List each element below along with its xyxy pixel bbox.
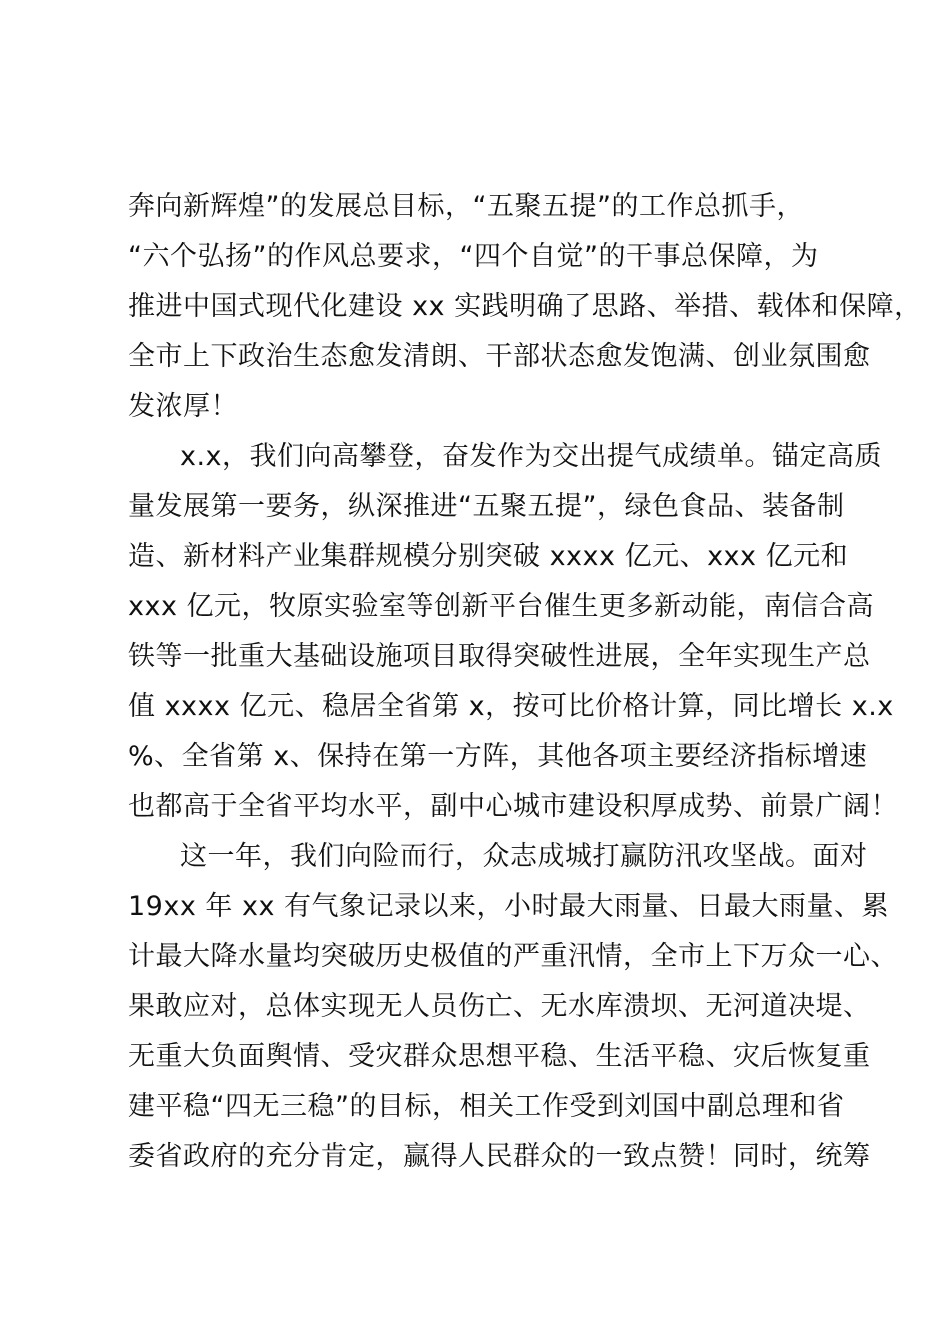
text-line: 委省政府的充分肯定，赢得人民群众的一致点赞！同时，统筹 — [128, 1141, 871, 1172]
text-line: 值 xxxx 亿元、稳居全省第 x，按可比价格计算，同比增长 x.x — [128, 691, 894, 722]
text-line: 计最大降水量均突破历史极值的严重汛情，全市上下万众一心、 — [128, 941, 898, 972]
paragraph-first-line: x.x，我们向高攀登，奋发作为交出提气成绩单。锚定高质 — [180, 441, 883, 472]
text-line: 奔向新辉煌”的发展总目标，“五聚五提”的工作总抓手， — [128, 191, 804, 222]
text-line: xxx 亿元，牧原实验室等创新平台催生更多新动能，南信合高 — [128, 591, 875, 622]
text-line: 果敢应对，总体实现无人员伤亡、无水库溃坝、无河道决堤、 — [128, 991, 871, 1022]
text-line: 19xx 年 xx 有气象记录以来，小时最大雨量、日最大雨量、累 — [128, 891, 890, 922]
text-line: 造、新材料产业集群规模分别突破 xxxx 亿元、xxx 亿元和 — [128, 541, 849, 572]
text-line: 也都高于全省平均水平，副中心城市建设积厚成势、前景广阔！ — [128, 791, 898, 822]
text-line: 发浓厚！ — [128, 391, 238, 422]
text-line: 推进中国式现代化建设 xx 实践明确了思路、举措、载体和保障， — [128, 291, 922, 322]
text-line: 无重大负面舆情、受灾群众思想平稳、生活平稳、灾后恢复重 — [128, 1041, 871, 1072]
text-line: 铁等一批重大基础设施项目取得突破性进展，全年实现生产总 — [128, 641, 871, 672]
text-line: “六个弘扬”的作风总要求，“四个自觉”的干事总保障，为 — [128, 241, 819, 272]
text-line: 量发展第一要务，纵深推进“五聚五提”，绿色食品、装备制 — [128, 491, 845, 522]
text-line: %、全省第 x、保持在第一方阵，其他各项主要经济指标增速 — [128, 741, 868, 772]
text-line: 建平稳“四无三稳”的目标，相关工作受到刘国中副总理和省 — [128, 1091, 845, 1122]
text-line: 全市上下政治生态愈发清朗、干部状态愈发饱满、创业氛围愈 — [128, 341, 871, 372]
paragraph-first-line: 这一年，我们向险而行，众志成城打赢防汛攻坚战。面对 — [180, 841, 868, 872]
